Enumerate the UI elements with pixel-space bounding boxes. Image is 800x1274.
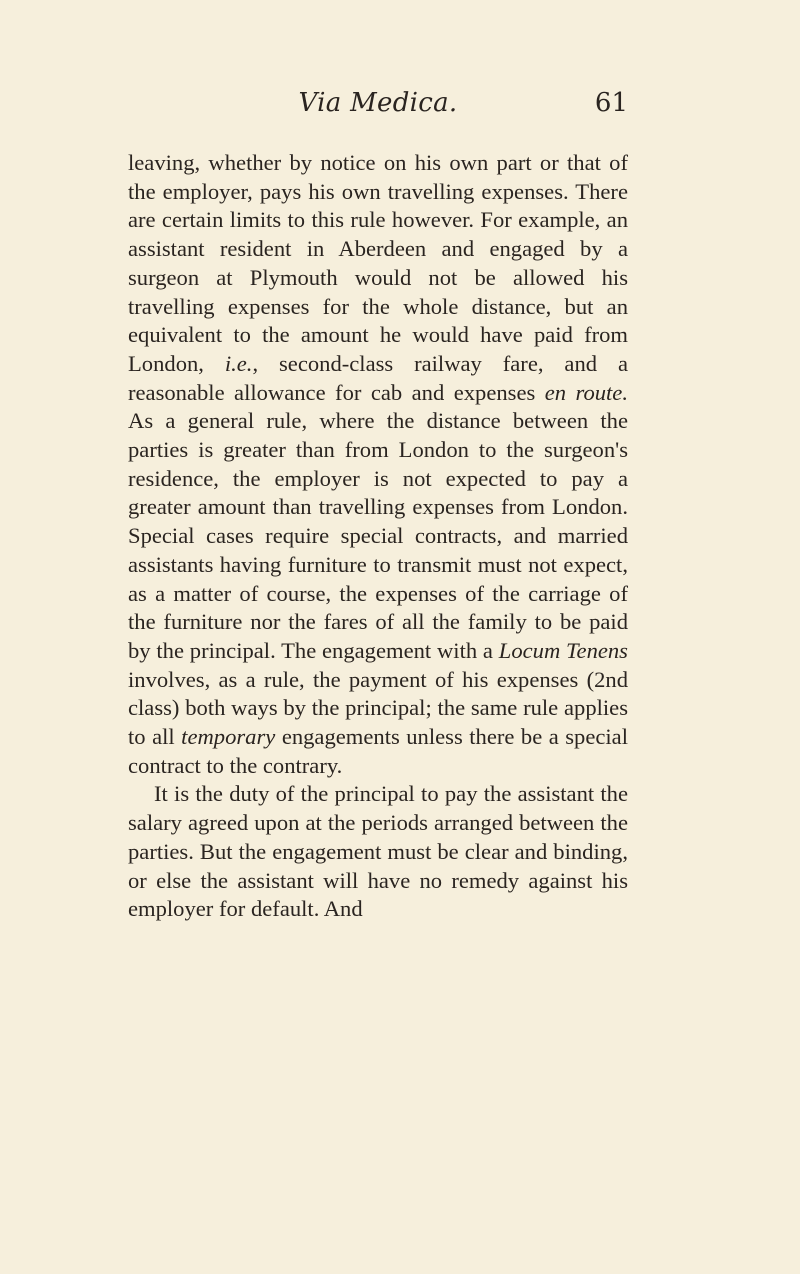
text-run: As a general rule, where the distance between the parties is greater than from London to the surgeon's residence, the employer is not expected to pay a greater amount than travelling expenses from London. Special cases require special contracts, and married assistants having furniture to transmit must not expect, as a matter of course, the expenses of the carriage of the furniture nor the fares of all the family to be paid by the principal. The engagement with a xyxy=(128,408,628,663)
italic-run: en route. xyxy=(544,379,628,405)
text-run: engagements unless there be a special contract to the contrary. xyxy=(128,724,628,778)
body-text xyxy=(128,149,628,924)
text-run: It is the duty of the principal to pay the assistant the salary agreed upon at the periods arranged between the parties. But the engagement must be clear and binding, or else the assistant will have no remedy against his employer for default. And xyxy=(128,781,628,922)
text-run: , second-class railway fare, and a reasonable allowance for cab and expenses xyxy=(128,350,628,405)
italic-run: i.e. xyxy=(224,350,253,376)
text-run: leaving, whether by notice on his own part or that of the employer, pays his own travelling expenses. There are certain limits to this rule however. For example, an assistant resident in Aberdeen and engaged by a surgeon at Plymouth would not be allowed his travelling expenses for the whole distance, but an equivalent to the amount he would have paid from London, xyxy=(128,150,628,376)
italic-run: Locum Tenens xyxy=(498,637,628,663)
paragraph xyxy=(128,149,628,780)
paragraph xyxy=(128,780,628,924)
italic-run: temporary xyxy=(181,724,276,750)
text-run: involves, as a rule, the payment of his expenses (2nd class) both ways by the principal; the same rule applies to all xyxy=(128,666,628,750)
page-header xyxy=(128,88,628,124)
running-title: Via Medica. xyxy=(298,88,458,118)
page-number: 61 xyxy=(594,88,628,118)
